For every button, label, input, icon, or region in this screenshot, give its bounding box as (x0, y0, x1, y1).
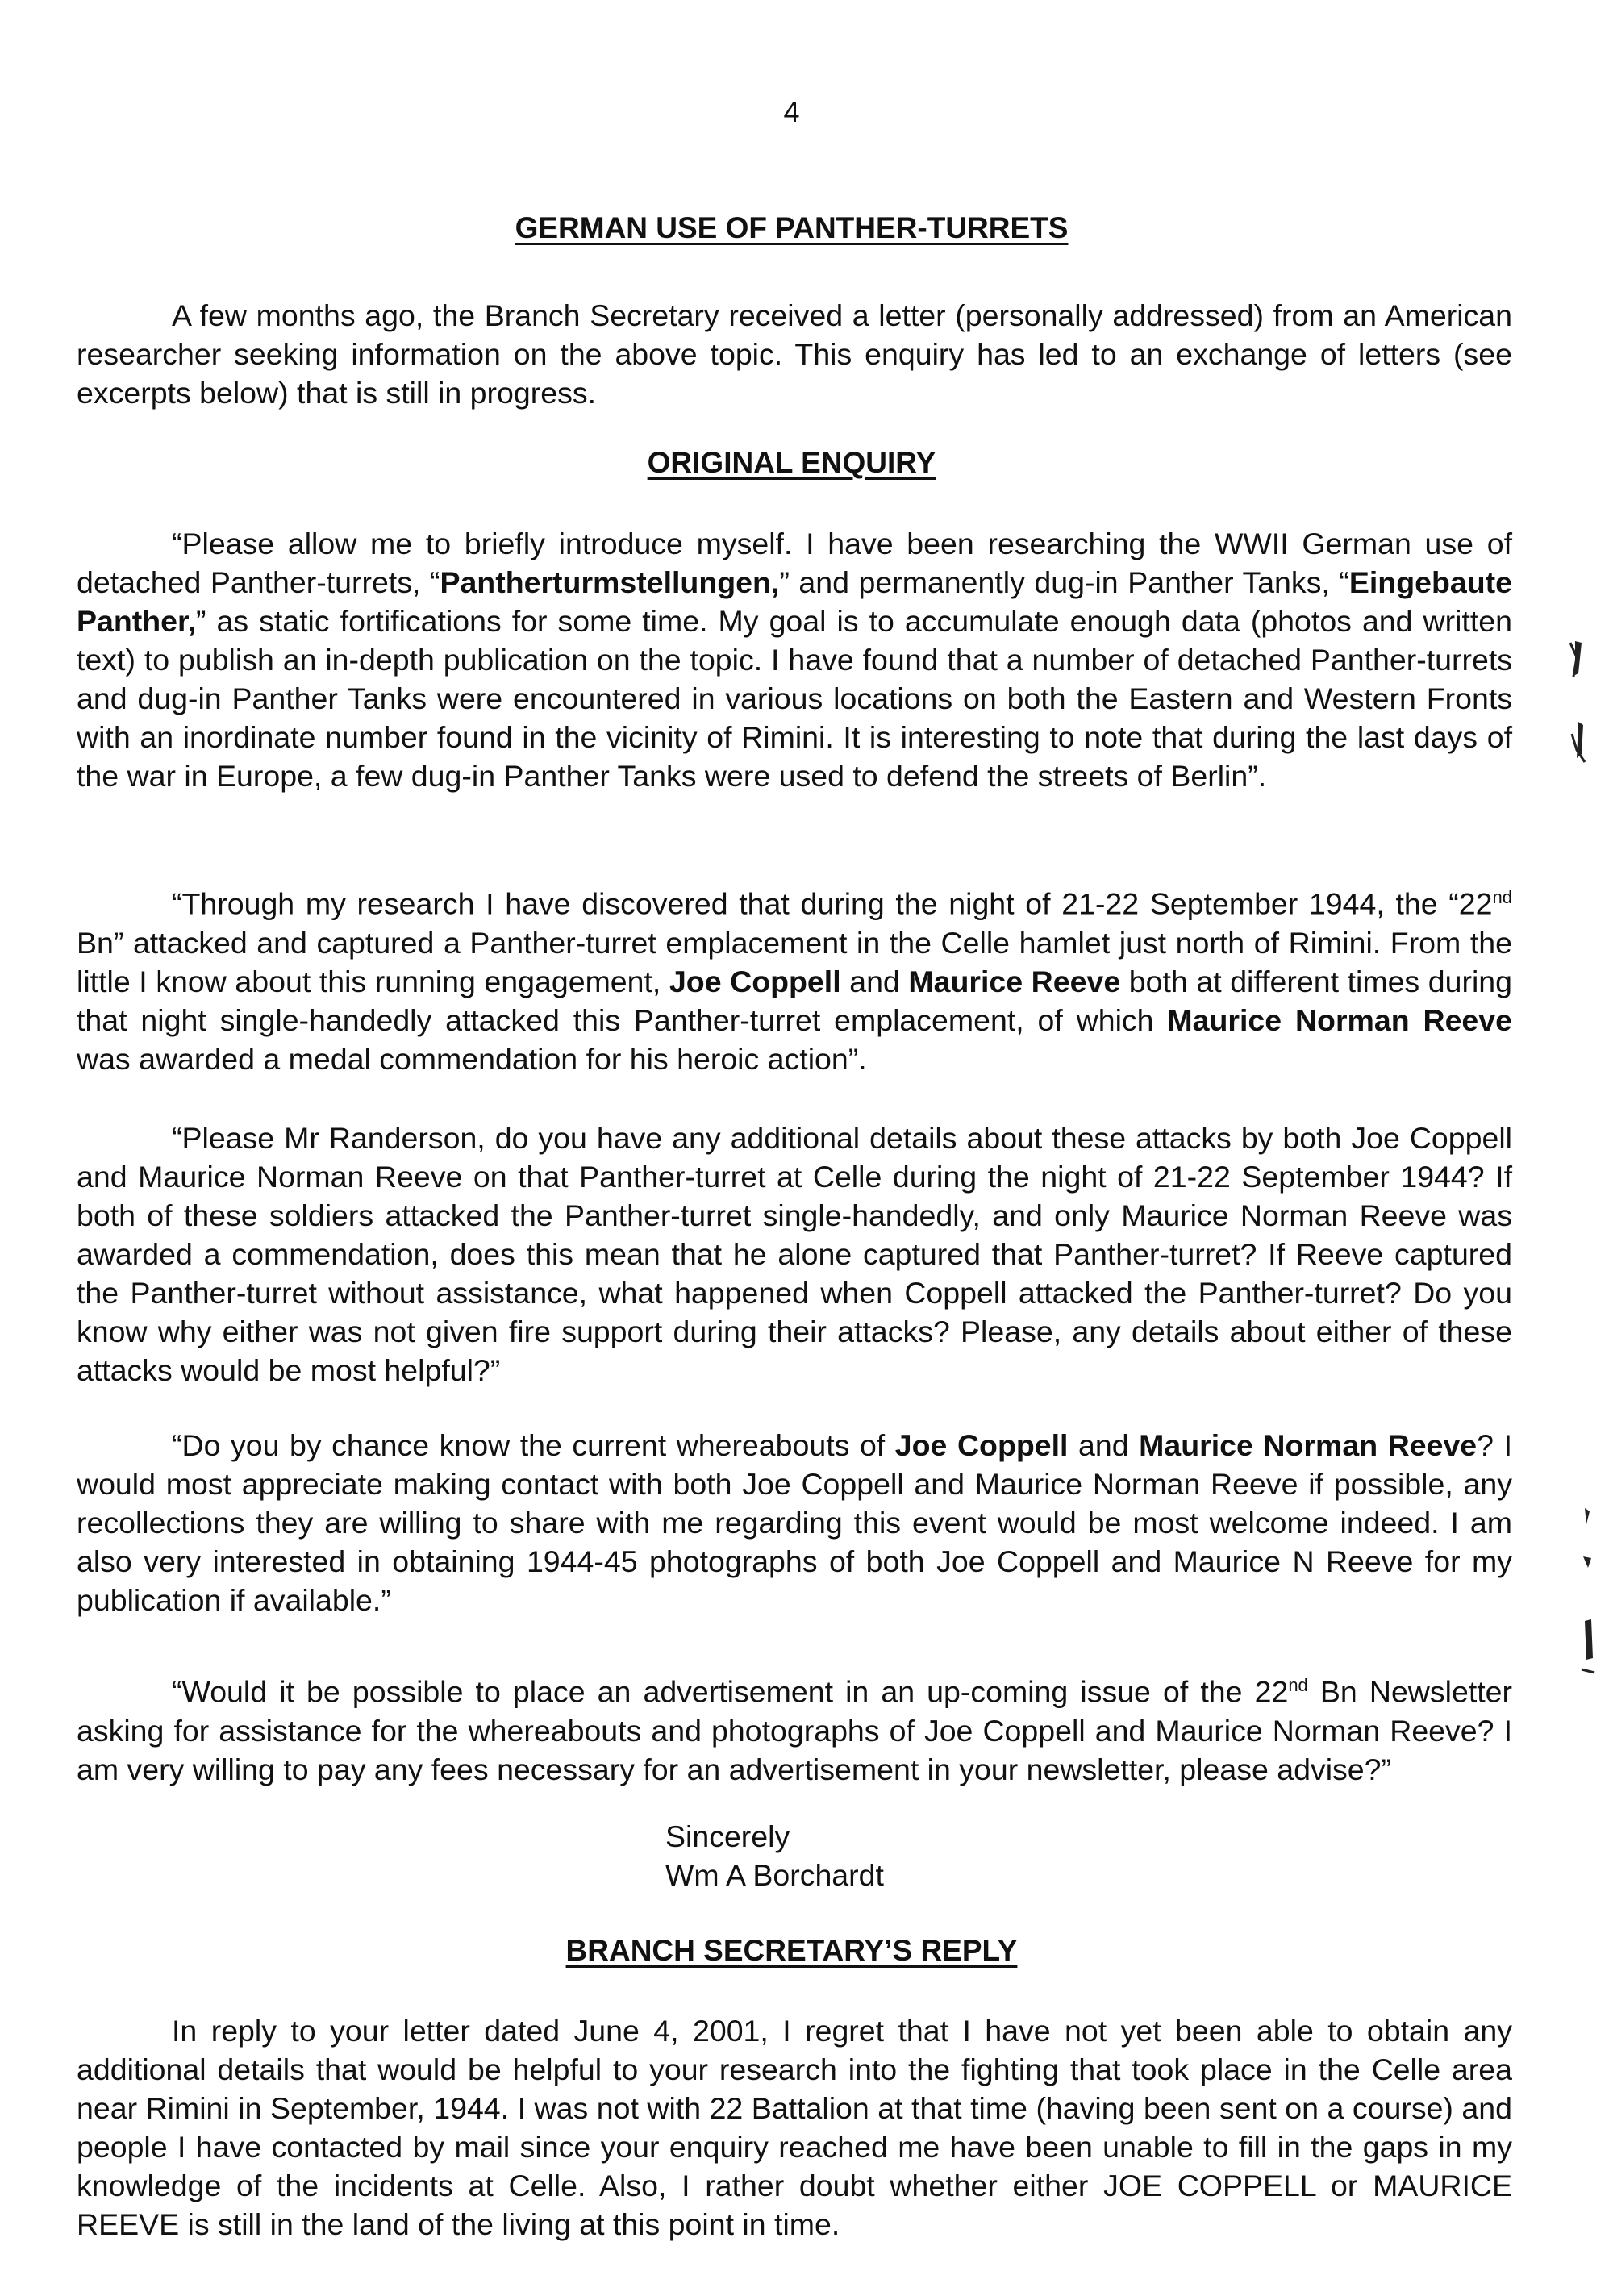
ordinal-suffix: nd (1288, 1675, 1308, 1695)
closing: Sincerely (665, 1819, 790, 1853)
text-run: and (1068, 1428, 1140, 1462)
text-run: Bn Newsletter asking for assistance for the whereabouts and photographs of Joe Coppell and Maurice Norman Reeve? I am very willing to pay any fees necessary for an advertisement in your newsletter, please advise?” (77, 1674, 1512, 1786)
text-run: ” and permanently dug-in Panther Tanks, “ (779, 565, 1349, 599)
text-run: “Would it be possible to place an advertisement in an up-coming issue of the 22 (172, 1674, 1289, 1709)
intro-paragraph: A few months ago, the Branch Secretary received a letter (personally addressed) from an American researcher seeking information on the above topic. This enquiry has led to an exchange of letters (see excerpts below) that is still in progress. (77, 298, 1512, 410)
bold-term: Pantherturmstellungen, (440, 565, 780, 599)
section-heading-branch-reply: BRANCH SECRETARY’S REPLY (565, 1934, 1018, 1967)
text-run: ” as static fortifications for some time. My goal is to accumulate enough data (photos and written text) to publish an in-depth publication on the topic. I have found that a number of detached Panther-turrets and dug-in Panther Tanks were encountered in various locations on both the Eastern and Western Fronts with an inordinate number found in the vicinity of Rimini. It is interesting to note that during the last days of the war in Europe, a few dug-in Panther Tanks were used to defend the streets of Berlin”. (77, 604, 1512, 793)
scan-artifact-right-margin-top (1561, 593, 1593, 802)
page-number: 4 (783, 95, 800, 128)
signature-name: Wm A Borchardt (665, 1858, 884, 1892)
ordinal-suffix: nd (1492, 887, 1512, 907)
enquiry-paragraph-4 (77, 1426, 1512, 1619)
bold-name: Joe Coppell (894, 1428, 1069, 1462)
main-title: GERMAN USE OF PANTHER-TURRETS (515, 211, 1069, 244)
bold-name: Joe Coppell (669, 964, 841, 998)
bold-name: Maurice Norman Reeve (1167, 1002, 1512, 1037)
enquiry-paragraph-2 (77, 878, 1512, 1078)
text-run: “Through my research I have discovered that during the night of 21-22 September 1944, the “22 (172, 886, 1493, 921)
bold-term: Eingebaute Panther, (77, 565, 1512, 638)
bold-name: Maurice Reeve (908, 964, 1121, 998)
enquiry-paragraph-3: “Please Mr Randerson, do you have any additional details about these attacks by both Joe Coppell and Maurice Norman Reeve on that Panther-turret at Celle during the night of 21-22 September 1944? If both of these soldiers attacked the Panther-turret single-handedly, and only Maurice Norman Reeve was awarded a commendation, does this mean that he alone captured that Panther-turret? If Reeve captured the Panther-turret without assistance, what happened when Coppell attacked the Panther-turret? Do you know why either was not given fire support during their attacks? Please, any details about either of these attacks would be most helpful?” (77, 1121, 1512, 1387)
text-run: was awarded a medal commendation for his heroic action”. (77, 1041, 867, 1076)
bold-name: Maurice Norman Reeve (1139, 1428, 1478, 1462)
text-run: ? I would most appreciate making contact with both Joe Coppell and Maurice Norman Reeve if possible, any recollections they are willing to share with me regarding this event would be most welcome indeed. I am also very interested in obtaining 1944-45 photographs of both Joe Coppell and Maurice N Reeve for my publication if available.” (77, 1428, 1512, 1617)
reply-paragraph: In reply to your letter dated June 4, 2001, I regret that I have not yet been able to obtain any additional details that would be helpful to your research into the fighting that took place in the Celle area near Rimini in September, 1944. I was not with 22 Battalion at that time (having been sent on a course) and people I have contacted by mail since your enquiry reached me have been unable to fill in the gaps in my knowledge of the incidents at Celle. Also, I rather doubt whether either JOE COPPELL or MAURICE REEVE is still in the land of the living at this point in time. (77, 2014, 1512, 2241)
text-run: and (840, 964, 909, 998)
enquiry-paragraph-1 (77, 524, 1512, 795)
enquiry-paragraph-5 (77, 1666, 1512, 1789)
text-run: “Do you by chance know the current whereabouts of (172, 1428, 895, 1462)
scan-artifact-right-margin-bottom (1577, 1500, 1601, 1686)
text-run: “Please allow me to briefly introduce myself. I have been researching the WWII German use of detached Panther-turrets, “ (77, 527, 1512, 599)
section-heading-original-enquiry: ORIGINAL ENQUIRY (647, 446, 936, 479)
text-run: Bn” attacked and captured a Panther-turret emplacement in the Celle hamlet just north of Rimini. From the little I know about this running engagement, (77, 925, 1512, 998)
text-run: both at different times during that night single-handedly attacked this Panther-turret emplacement, of which (77, 964, 1513, 1037)
letter-signoff (665, 1817, 884, 1894)
